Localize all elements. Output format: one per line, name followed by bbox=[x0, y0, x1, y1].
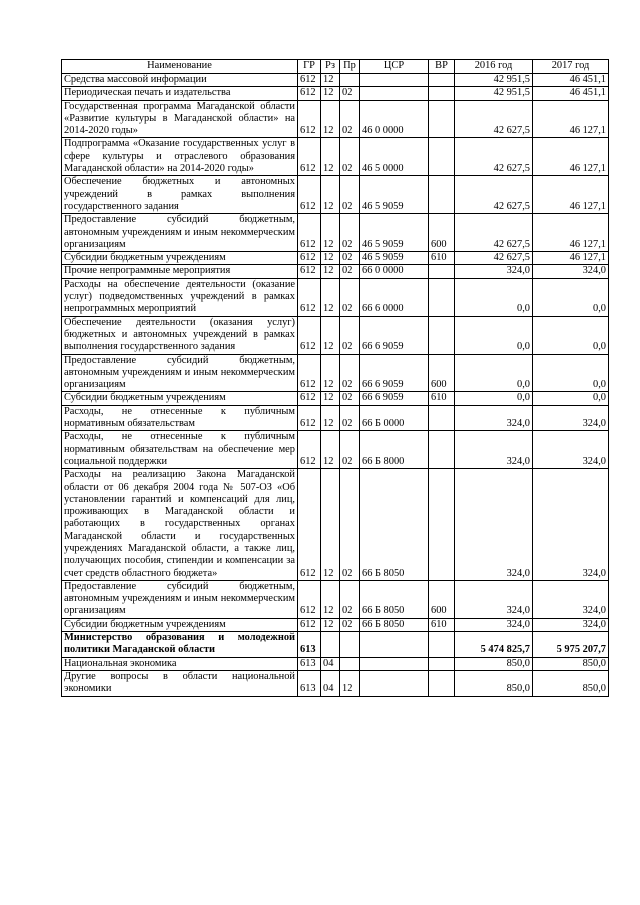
cell-name: Расходы, не отнесенные к публичным нормативным обязательствам bbox=[62, 405, 298, 431]
table-row bbox=[62, 214, 609, 252]
cell-rz: 12 bbox=[321, 405, 340, 431]
cell-vr bbox=[429, 316, 455, 354]
cell-2016: 0,0 bbox=[455, 354, 533, 392]
cell-vr bbox=[429, 138, 455, 176]
cell-csr: 66 Б 8050 bbox=[360, 618, 429, 631]
cell-2017: 324,0 bbox=[533, 580, 609, 618]
cell-csr: 46 5 0000 bbox=[360, 138, 429, 176]
cell-name: Национальная экономика bbox=[62, 657, 298, 670]
cell-pr: 02 bbox=[340, 469, 360, 581]
cell-csr: 66 Б 8000 bbox=[360, 431, 429, 469]
cell-gr: 612 bbox=[298, 138, 321, 176]
cell-rz: 12 bbox=[321, 431, 340, 469]
header-pr: Пр bbox=[340, 60, 360, 74]
cell-2017: 46 451,1 bbox=[533, 74, 609, 87]
cell-gr: 612 bbox=[298, 252, 321, 265]
table-row bbox=[62, 405, 609, 431]
cell-2017: 0,0 bbox=[533, 316, 609, 354]
cell-rz: 12 bbox=[321, 74, 340, 87]
header-2017: 2017 год bbox=[533, 60, 609, 74]
cell-vr bbox=[429, 469, 455, 581]
cell-name: Субсидии бюджетным учреждениям bbox=[62, 252, 298, 265]
cell-vr: 600 bbox=[429, 580, 455, 618]
cell-2016: 42 627,5 bbox=[455, 176, 533, 214]
cell-2017: 850,0 bbox=[533, 670, 609, 696]
budget-document-page bbox=[61, 59, 608, 697]
cell-vr bbox=[429, 176, 455, 214]
cell-2017: 324,0 bbox=[533, 469, 609, 581]
cell-vr: 600 bbox=[429, 354, 455, 392]
cell-pr: 02 bbox=[340, 580, 360, 618]
cell-rz: 12 bbox=[321, 100, 340, 138]
cell-rz: 12 bbox=[321, 252, 340, 265]
cell-2016: 0,0 bbox=[455, 316, 533, 354]
table-row bbox=[62, 138, 609, 176]
cell-gr: 612 bbox=[298, 278, 321, 316]
cell-name: Расходы, не отнесенные к публичным нормативным обязательствам на обеспечение мер социальной поддержки bbox=[62, 431, 298, 469]
table-row bbox=[62, 657, 609, 670]
table-row bbox=[62, 618, 609, 631]
table-row bbox=[62, 354, 609, 392]
cell-vr bbox=[429, 74, 455, 87]
cell-2016: 324,0 bbox=[455, 469, 533, 581]
cell-pr: 02 bbox=[340, 431, 360, 469]
cell-name: Расходы на обеспечение деятельности (оказание услуг) подведомственных учреждений в рамках непрограммных мероприятий bbox=[62, 278, 298, 316]
cell-rz bbox=[321, 632, 340, 658]
cell-2017: 5 975 207,7 bbox=[533, 632, 609, 658]
cell-vr: 610 bbox=[429, 252, 455, 265]
header-vr: ВР bbox=[429, 60, 455, 74]
cell-pr: 02 bbox=[340, 405, 360, 431]
cell-2016: 42 951,5 bbox=[455, 87, 533, 100]
cell-vr bbox=[429, 265, 455, 278]
cell-2017: 0,0 bbox=[533, 278, 609, 316]
cell-gr: 612 bbox=[298, 316, 321, 354]
cell-csr bbox=[360, 632, 429, 658]
table-row bbox=[62, 316, 609, 354]
budget-table bbox=[61, 59, 609, 697]
table-row bbox=[62, 252, 609, 265]
cell-2016: 42 951,5 bbox=[455, 74, 533, 87]
header-name: Наименование bbox=[62, 60, 298, 74]
cell-csr: 66 6 9059 bbox=[360, 392, 429, 405]
cell-2017: 46 127,1 bbox=[533, 138, 609, 176]
cell-2017: 46 127,1 bbox=[533, 100, 609, 138]
cell-pr: 02 bbox=[340, 176, 360, 214]
cell-gr: 612 bbox=[298, 74, 321, 87]
cell-pr: 02 bbox=[340, 138, 360, 176]
cell-csr bbox=[360, 670, 429, 696]
cell-vr bbox=[429, 405, 455, 431]
cell-2016: 324,0 bbox=[455, 265, 533, 278]
cell-name: Предоставление субсидий бюджетным, автономным учреждениям и иным некоммерческим организациям bbox=[62, 214, 298, 252]
cell-vr: 600 bbox=[429, 214, 455, 252]
cell-2016: 42 627,5 bbox=[455, 138, 533, 176]
table-row bbox=[62, 580, 609, 618]
cell-gr: 612 bbox=[298, 87, 321, 100]
cell-rz: 12 bbox=[321, 214, 340, 252]
cell-rz: 12 bbox=[321, 176, 340, 214]
cell-2017: 46 127,1 bbox=[533, 176, 609, 214]
cell-csr bbox=[360, 87, 429, 100]
cell-name: Средства массовой информации bbox=[62, 74, 298, 87]
cell-pr: 02 bbox=[340, 392, 360, 405]
cell-csr: 46 5 9059 bbox=[360, 214, 429, 252]
cell-gr: 612 bbox=[298, 176, 321, 214]
cell-rz: 12 bbox=[321, 278, 340, 316]
table-header-row bbox=[62, 60, 609, 74]
table-row bbox=[62, 632, 609, 658]
cell-rz: 12 bbox=[321, 354, 340, 392]
cell-name: Расходы на реализацию Закона Магаданской области от 06 декабря 2004 года № 507-ОЗ «Об установлении гарантий и компенсаций для лиц, проживающих в Магаданской области и работающих в государственных органах Магаданской области и государственных учреждениях Магаданской области, а также лиц, получающих пособия, стипендии и компенсации за счет средств областного бюджета» bbox=[62, 469, 298, 581]
table-row bbox=[62, 100, 609, 138]
table-row bbox=[62, 176, 609, 214]
cell-vr bbox=[429, 670, 455, 696]
table-row bbox=[62, 87, 609, 100]
cell-pr bbox=[340, 74, 360, 87]
cell-name: Предоставление субсидий бюджетным, автономным учреждениям и иным некоммерческим организациям bbox=[62, 354, 298, 392]
cell-gr: 613 bbox=[298, 670, 321, 696]
cell-gr: 612 bbox=[298, 354, 321, 392]
cell-csr: 46 5 9059 bbox=[360, 176, 429, 214]
table-row bbox=[62, 278, 609, 316]
cell-pr: 02 bbox=[340, 354, 360, 392]
cell-rz: 12 bbox=[321, 87, 340, 100]
table-row bbox=[62, 392, 609, 405]
header-2016: 2016 год bbox=[455, 60, 533, 74]
cell-name: Предоставление субсидий бюджетным, автономным учреждениям и иным некоммерческим организациям bbox=[62, 580, 298, 618]
cell-pr: 02 bbox=[340, 100, 360, 138]
cell-vr: 610 bbox=[429, 618, 455, 631]
cell-2016: 5 474 825,7 bbox=[455, 632, 533, 658]
cell-pr: 12 bbox=[340, 670, 360, 696]
cell-name: Периодическая печать и издательства bbox=[62, 87, 298, 100]
cell-2016: 324,0 bbox=[455, 431, 533, 469]
cell-2016: 850,0 bbox=[455, 657, 533, 670]
cell-csr: 66 6 9059 bbox=[360, 354, 429, 392]
cell-2016: 0,0 bbox=[455, 392, 533, 405]
cell-rz: 12 bbox=[321, 469, 340, 581]
cell-vr: 610 bbox=[429, 392, 455, 405]
cell-2017: 46 127,1 bbox=[533, 214, 609, 252]
header-rz: Рз bbox=[321, 60, 340, 74]
cell-rz: 12 bbox=[321, 580, 340, 618]
cell-2016: 324,0 bbox=[455, 580, 533, 618]
cell-gr: 612 bbox=[298, 431, 321, 469]
cell-csr bbox=[360, 74, 429, 87]
cell-2017: 0,0 bbox=[533, 354, 609, 392]
cell-rz: 12 bbox=[321, 138, 340, 176]
cell-rz: 12 bbox=[321, 392, 340, 405]
table-row bbox=[62, 431, 609, 469]
cell-2017: 46 127,1 bbox=[533, 252, 609, 265]
cell-rz: 04 bbox=[321, 657, 340, 670]
cell-vr bbox=[429, 431, 455, 469]
cell-rz: 12 bbox=[321, 618, 340, 631]
cell-rz: 04 bbox=[321, 670, 340, 696]
table-row bbox=[62, 469, 609, 581]
cell-csr: 66 6 0000 bbox=[360, 278, 429, 316]
cell-2017: 324,0 bbox=[533, 431, 609, 469]
cell-pr: 02 bbox=[340, 265, 360, 278]
cell-2016: 0,0 bbox=[455, 278, 533, 316]
cell-csr: 46 0 0000 bbox=[360, 100, 429, 138]
cell-2016: 324,0 bbox=[455, 405, 533, 431]
cell-csr: 66 0 0000 bbox=[360, 265, 429, 278]
cell-gr: 612 bbox=[298, 100, 321, 138]
cell-name: Министерство образования и молодежной политики Магаданской области bbox=[62, 632, 298, 658]
cell-gr: 612 bbox=[298, 469, 321, 581]
cell-name: Другие вопросы в области национальной экономики bbox=[62, 670, 298, 696]
cell-name: Обеспечение бюджетных и автономных учреждений в рамках выполнения государственного задания bbox=[62, 176, 298, 214]
cell-2016: 324,0 bbox=[455, 618, 533, 631]
cell-2016: 42 627,5 bbox=[455, 100, 533, 138]
table-row bbox=[62, 670, 609, 696]
cell-gr: 612 bbox=[298, 580, 321, 618]
cell-2017: 46 451,1 bbox=[533, 87, 609, 100]
cell-gr: 612 bbox=[298, 214, 321, 252]
cell-name: Субсидии бюджетным учреждениям bbox=[62, 618, 298, 631]
cell-name: Субсидии бюджетным учреждениям bbox=[62, 392, 298, 405]
table-row bbox=[62, 265, 609, 278]
cell-gr: 613 bbox=[298, 657, 321, 670]
cell-pr: 02 bbox=[340, 214, 360, 252]
cell-vr bbox=[429, 632, 455, 658]
cell-2017: 850,0 bbox=[533, 657, 609, 670]
cell-rz: 12 bbox=[321, 265, 340, 278]
cell-pr: 02 bbox=[340, 278, 360, 316]
cell-gr: 612 bbox=[298, 618, 321, 631]
cell-2016: 42 627,5 bbox=[455, 252, 533, 265]
cell-vr bbox=[429, 278, 455, 316]
table-row bbox=[62, 74, 609, 87]
cell-pr: 02 bbox=[340, 618, 360, 631]
cell-2017: 324,0 bbox=[533, 405, 609, 431]
cell-2016: 42 627,5 bbox=[455, 214, 533, 252]
cell-2016: 850,0 bbox=[455, 670, 533, 696]
cell-gr: 612 bbox=[298, 265, 321, 278]
cell-csr: 66 6 9059 bbox=[360, 316, 429, 354]
cell-pr: 02 bbox=[340, 87, 360, 100]
cell-name: Обеспечение деятельности (оказания услуг) бюджетных и автономных учреждений в рамках выполнения государственного задания bbox=[62, 316, 298, 354]
cell-csr: 66 Б 8050 bbox=[360, 469, 429, 581]
table-body bbox=[62, 74, 609, 697]
cell-name: Прочие непрограммные мероприятия bbox=[62, 265, 298, 278]
cell-csr bbox=[360, 657, 429, 670]
cell-name: Государственная программа Магаданской области «Развитие культуры в Магаданской области» на 2014-2020 годы» bbox=[62, 100, 298, 138]
cell-pr bbox=[340, 632, 360, 658]
cell-2017: 0,0 bbox=[533, 392, 609, 405]
cell-gr: 612 bbox=[298, 392, 321, 405]
cell-csr: 66 Б 0000 bbox=[360, 405, 429, 431]
cell-name: Подпрограмма «Оказание государственных услуг в сфере культуры и отраслевого образования Магаданской области» на 2014-2020 годы» bbox=[62, 138, 298, 176]
cell-vr bbox=[429, 100, 455, 138]
cell-csr: 46 5 9059 bbox=[360, 252, 429, 265]
cell-pr bbox=[340, 657, 360, 670]
cell-gr: 612 bbox=[298, 405, 321, 431]
cell-pr: 02 bbox=[340, 252, 360, 265]
cell-rz: 12 bbox=[321, 316, 340, 354]
cell-vr bbox=[429, 657, 455, 670]
cell-2017: 324,0 bbox=[533, 265, 609, 278]
cell-pr: 02 bbox=[340, 316, 360, 354]
cell-csr: 66 Б 8050 bbox=[360, 580, 429, 618]
cell-gr: 613 bbox=[298, 632, 321, 658]
header-gr: ГР bbox=[298, 60, 321, 74]
cell-2017: 324,0 bbox=[533, 618, 609, 631]
cell-vr bbox=[429, 87, 455, 100]
header-csr: ЦСР bbox=[360, 60, 429, 74]
